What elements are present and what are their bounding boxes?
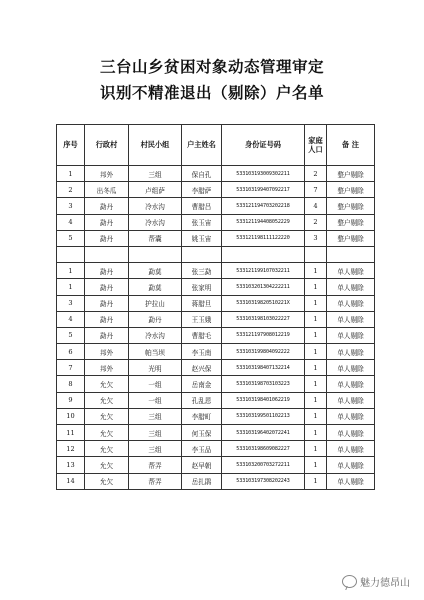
cell-population: 1 [305,392,327,408]
cell-group: 冷水沟 [129,327,182,343]
cell-population: 1 [305,295,327,311]
cell-group: 三组 [129,408,182,424]
cell-remark: 整户剔除 [327,166,375,182]
table-row [57,376,375,392]
table-row [57,311,375,327]
empty-cell [57,246,85,262]
cell-remark: 单人剔除 [327,295,375,311]
cell-id-number: 533121198111122220 [222,230,305,246]
cell-group: 一组 [129,376,182,392]
cell-population: 3 [305,230,327,246]
cell-seq: 1 [57,166,85,182]
cell-remark: 单人剔除 [327,344,375,360]
table-row [57,360,375,376]
roster-table [56,124,375,490]
cell-id-number: 533103198401062219 [222,392,305,408]
table-row [57,279,375,295]
cell-seq: 2 [57,182,85,198]
header-row [57,125,375,166]
cell-remark: 单人剔除 [327,311,375,327]
cell-id-number: 533121194408052229 [222,214,305,230]
cell-village: 邦外 [85,166,129,182]
cell-seq: 3 [57,295,85,311]
cell-householder: 张玉宙 [182,214,222,230]
cell-remark: 单人剔除 [327,327,375,343]
cell-id-number: 53310319820510221X [222,295,305,311]
table-row [57,295,375,311]
cell-seq: 13 [57,457,85,473]
empty-cell [85,246,129,262]
cell-seq: 14 [57,473,85,489]
cell-id-number: 533121194703202218 [222,198,305,214]
table-row [57,198,375,214]
cell-population: 1 [305,279,327,295]
cell-village: 勐丹 [85,279,129,295]
cell-population: 2 [305,214,327,230]
cell-village: 允欠 [85,392,129,408]
cell-group: 帮弄 [129,457,182,473]
cell-id-number: 533103196402072241 [222,425,305,441]
cell-group: 帮囊 [129,230,182,246]
watermark-text: 魅力德昂山 [360,578,410,589]
cell-householder: 孔乱恩 [182,392,222,408]
cell-group: 三组 [129,425,182,441]
cell-village: 允欠 [85,425,129,441]
cell-village: 允欠 [85,457,129,473]
cell-village: 允欠 [85,473,129,489]
cell-seq: 10 [57,408,85,424]
cell-village: 允欠 [85,408,129,424]
wechat-icon [342,575,357,588]
cell-population: 7 [305,182,327,198]
cell-householder: 岳南金 [182,376,222,392]
cell-householder: 姚玉宙 [182,230,222,246]
cell-population: 1 [305,408,327,424]
cell-remark: 单人剔除 [327,425,375,441]
cell-seq: 4 [57,214,85,230]
cell-group: 三组 [129,166,182,182]
cell-population: 1 [305,311,327,327]
table-row [57,392,375,408]
cell-remark: 单人剔除 [327,376,375,392]
cell-village: 允欠 [85,376,129,392]
cell-householder: 李玉南 [182,344,222,360]
header-householder: 户主姓名 [182,125,222,166]
table-row [57,457,375,473]
cell-id-number: 533103199804092222 [222,344,305,360]
cell-remark: 单人剔除 [327,457,375,473]
cell-population: 1 [305,344,327,360]
cell-householder: 岳扎鹃 [182,473,222,489]
header-group: 村民小组 [129,125,182,166]
table-body [57,166,375,490]
header-seq: 序号 [57,125,85,166]
cell-group: 三组 [129,441,182,457]
cell-householder: 李玉品 [182,441,222,457]
cell-householder: 蒋腊旦 [182,295,222,311]
cell-householder: 赵早朝 [182,457,222,473]
cell-group: 卢组萨 [129,182,182,198]
cell-id-number: 533103198609082227 [222,441,305,457]
cell-village: 允欠 [85,441,129,457]
cell-remark: 整户剔除 [327,198,375,214]
cell-population: 1 [305,360,327,376]
cell-id-number: 533103201304222211 [222,279,305,295]
cell-id-number: 533121199107032211 [222,263,305,279]
cell-seq: 6 [57,344,85,360]
empty-cell [129,246,182,262]
cell-seq: 11 [57,425,85,441]
cell-id-number: 533103197308202243 [222,473,305,489]
separator-row [57,246,375,262]
cell-id-number: 533103193009302211 [222,166,305,182]
cell-seq: 1 [57,263,85,279]
cell-population: 1 [305,263,327,279]
cell-group: 勐莫 [129,263,182,279]
cell-population: 1 [305,457,327,473]
cell-group: 冷水沟 [129,198,182,214]
empty-cell [182,246,222,262]
cell-group: 一组 [129,392,182,408]
cell-seq: 3 [57,198,85,214]
cell-id-number: 533103199501102213 [222,408,305,424]
cell-remark: 单人剔除 [327,360,375,376]
table-row [57,327,375,343]
cell-village: 勐丹 [85,311,129,327]
cell-seq: 4 [57,311,85,327]
cell-householder: 何玉保 [182,425,222,441]
cell-seq: 8 [57,376,85,392]
cell-seq: 7 [57,360,85,376]
table-row [57,425,375,441]
cell-id-number: 533103198103022227 [222,311,305,327]
cell-remark: 整户剔除 [327,214,375,230]
empty-cell [222,246,305,262]
cell-village: 勐丹 [85,214,129,230]
cell-population: 2 [305,166,327,182]
table-row [57,214,375,230]
header-remark: 备 注 [327,125,375,166]
table-row [57,230,375,246]
cell-village: 出冬瓜 [85,182,129,198]
cell-population: 1 [305,425,327,441]
cell-remark: 单人剔除 [327,408,375,424]
cell-householder: 张家明 [182,279,222,295]
cell-householder: 李腊萨 [182,182,222,198]
table-row [57,473,375,489]
cell-householder: 赵兴保 [182,360,222,376]
cell-village: 勐丹 [85,230,129,246]
cell-population: 1 [305,376,327,392]
cell-remark: 单人剔除 [327,263,375,279]
cell-householder: 王玉娥 [182,311,222,327]
watermark [342,574,410,589]
cell-seq: 12 [57,441,85,457]
cell-householder: 曹腊毛 [182,327,222,343]
cell-id-number: 533103198703103223 [222,376,305,392]
cell-remark: 单人剔除 [327,279,375,295]
cell-group: 勐丹 [129,311,182,327]
cell-population: 1 [305,327,327,343]
table-row [57,263,375,279]
cell-population: 1 [305,473,327,489]
table-row [57,408,375,424]
empty-cell [327,246,375,262]
cell-remark: 整户剔除 [327,182,375,198]
cell-id-number: 533121197908012219 [222,327,305,343]
cell-seq: 5 [57,327,85,343]
cell-householder: 保自孔 [182,166,222,182]
header-admin-village: 行政村 [85,125,129,166]
document-subtitle: 识别不精准退出（剔除）户名单 [99,83,324,102]
table-row [57,441,375,457]
cell-id-number: 533103200703272211 [222,457,305,473]
cell-remark: 单人剔除 [327,392,375,408]
cell-group: 帕当坝 [129,344,182,360]
cell-village: 邦外 [85,360,129,376]
cell-village: 勐丹 [85,327,129,343]
cell-village: 勐丹 [85,263,129,279]
cell-group: 冷水沟 [129,214,182,230]
header-id-number: 身份证号码 [222,125,305,166]
table-row [57,182,375,198]
table-row [57,166,375,182]
cell-group: 光明 [129,360,182,376]
cell-group: 护拉山 [129,295,182,311]
cell-village: 勐丹 [85,295,129,311]
cell-population: 4 [305,198,327,214]
cell-remark: 整户剔除 [327,230,375,246]
cell-householder: 张三勐 [182,263,222,279]
cell-seq: 1 [57,279,85,295]
cell-seq: 5 [57,230,85,246]
cell-remark: 单人剔除 [327,441,375,457]
cell-householder: 李腊町 [182,408,222,424]
cell-group: 勐莫 [129,279,182,295]
cell-id-number: 533103199407092217 [222,182,305,198]
empty-cell [305,246,327,262]
document-title: 三台山乡贫困对象动态管理审定 [99,57,324,76]
header-population: 家庭人口 [305,125,327,166]
cell-remark: 单人剔除 [327,473,375,489]
cell-population: 1 [305,441,327,457]
cell-village: 勐丹 [85,198,129,214]
cell-seq: 9 [57,392,85,408]
cell-group: 帮弄 [129,473,182,489]
cell-id-number: 533103198407132214 [222,360,305,376]
cell-householder: 曹腊吕 [182,198,222,214]
table-row [57,344,375,360]
cell-village: 邦外 [85,344,129,360]
